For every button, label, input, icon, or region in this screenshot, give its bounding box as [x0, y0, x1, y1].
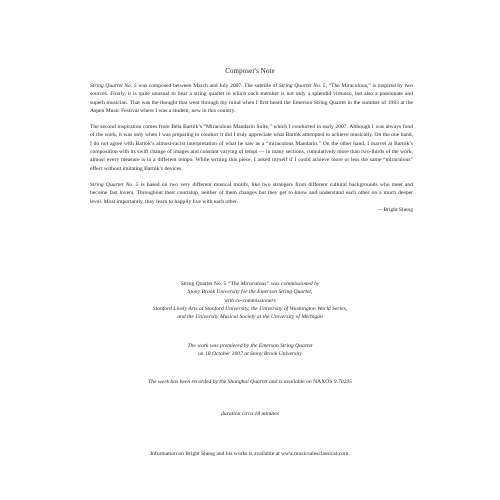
note-paragraph-1: [90, 82, 413, 115]
note-paragraph-3: [90, 181, 413, 206]
premiere-line: on 18 October 2007 at Stony Brook University: [197, 351, 303, 358]
commission-line: Stony Brook University for the Emerson String Quartet,: [187, 289, 313, 296]
note-paragraph-2: The second inspiration comes from Béla Bartók’s “Miraculous Mandarin Suite,” which I conducted in early 2007. Although I was always fond of the work, it was only when I was preparing to conduct it did I truly appreciate what Bartók attempted to achieve musically. On the one hand, I do not agree with Bartók’s almost-racist interpretation of what he saw as a “miraculous Mandarin.” On the other hand, I marvel at Bartók’s composition with its swift change of images and constant varying of tempi — in many sections, cumulatively more than two-thirds of the work, almost every measure is in a different tempo. While writing this piece, I asked myself if I could achieve more or less the same “miraculous” effect without imitating Bartók’s devices.: [90, 124, 413, 172]
composer-note: [90, 82, 413, 214]
label-name: NAXOS: [313, 379, 333, 385]
note-text: is based on two very different musical motifs, like two strangers from different cultural backgrounds who meet and become fast lovers. Throughout their courtship, neither of them changes but they get to know and understand each other on a much deeper level. Most importantly, they learn to happily live with each other.: [90, 181, 413, 205]
info-line: Information on Bright Sheng and his works is available at www.musicsalesclassical.com.: [150, 451, 350, 457]
premiere-line: The work was premiered by the Emerson String Quartet: [187, 343, 313, 349]
note-text: , “The Miraculous,” is inspired by two sources. Firstly, it is quite unusual to hear a string quartet in which each member is not only a splendid virtuoso, but also a passionate and superb musician. That was the thought that went through my mind when I first heard the Emerson String Quartet in the summer of 1983 at the Aspen Music Festival where I was a student, new in this country.: [90, 83, 413, 114]
work-title: String Quartet No. 5: [90, 181, 139, 188]
signature: —Bright Sheng: [377, 206, 413, 213]
work-title: String Quartet No. 5: [180, 281, 228, 287]
work-title: String Quartet No. 5: [90, 83, 137, 89]
recording-text: The work has been recorded by the Shanghai Quartet and is available on: [148, 379, 314, 385]
commission-line: and the University Musical Society at the University of Michigan: [177, 314, 323, 321]
catalog-number: 9.70235: [332, 379, 352, 385]
commission-line: [0, 280, 500, 288]
work-title: String Quartet No. 5: [278, 83, 326, 89]
note-text: was composed between March and July 2007. The subtitle of: [136, 83, 279, 89]
commission-line: with co-commissioners: [224, 297, 276, 304]
page-title: Composer's Note: [225, 67, 275, 75]
duration: duration circa 18 minutes: [221, 411, 279, 417]
commission-credits: [0, 280, 500, 321]
commission-text: was commissioned by: [269, 281, 320, 287]
commission-line: Stanford Lively Arts at Stanford University, the University of Washington World Series,: [152, 305, 348, 312]
work-subtitle: “The Miraculous”: [227, 281, 270, 287]
recording-credits: [0, 378, 500, 386]
premiere-credits: [0, 342, 500, 359]
